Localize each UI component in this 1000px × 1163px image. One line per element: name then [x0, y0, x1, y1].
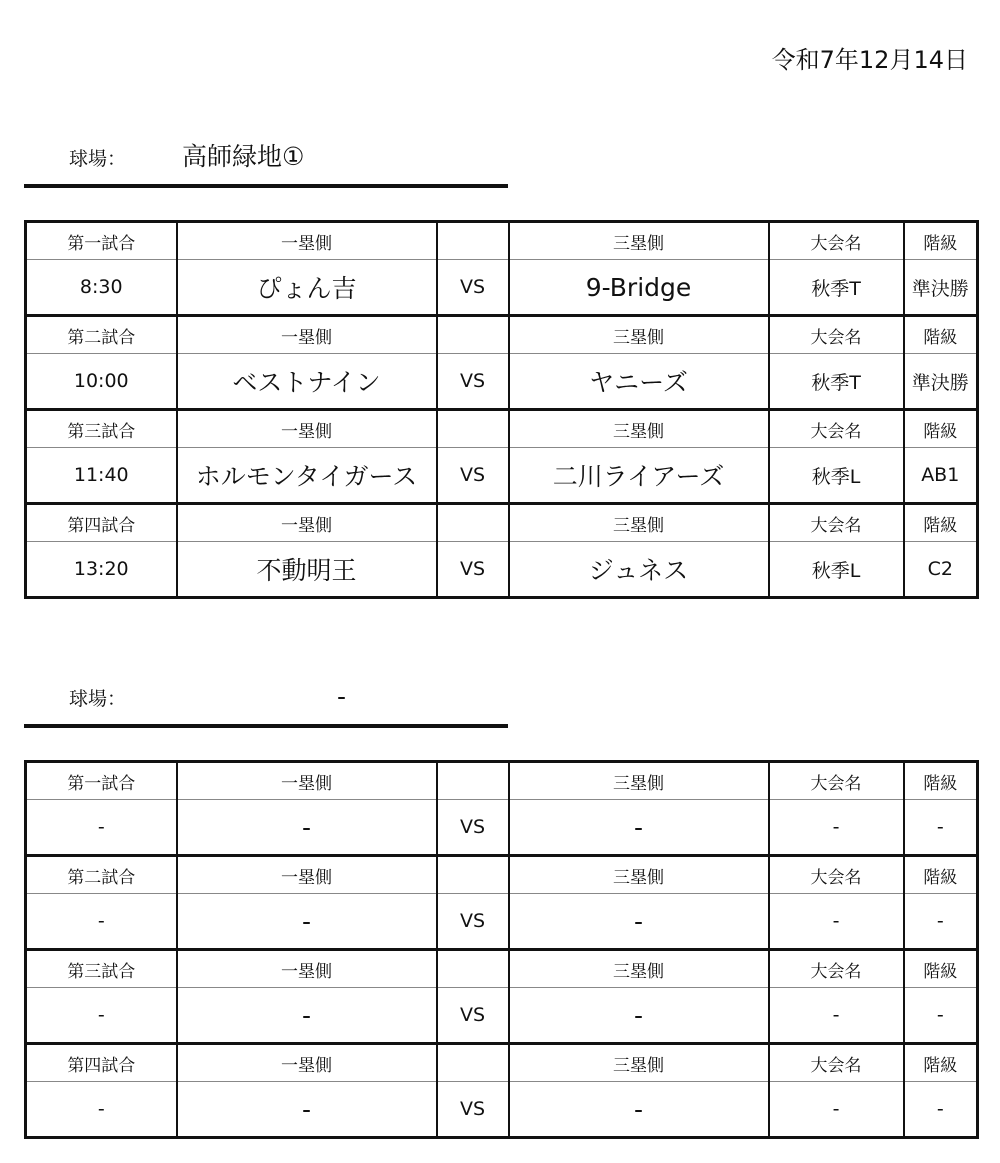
third-base-team: 二川ライアーズ [509, 448, 769, 504]
tournament-header: 大会名 [769, 504, 904, 542]
third-base-side-header: 三塁側 [509, 222, 769, 260]
first-base-side-header: 一塁側 [177, 762, 437, 800]
class-name: 準決勝 [904, 260, 978, 316]
first-base-team: - [177, 894, 437, 950]
game-header-row [26, 856, 978, 894]
vs-label: VS [437, 800, 509, 856]
vs-label: VS [437, 260, 509, 316]
venue-header [24, 136, 508, 188]
vs-header-cell [437, 950, 509, 988]
third-base-team: - [509, 988, 769, 1044]
venue-name: 高師緑地① [182, 142, 305, 171]
first-base-side-header: 一塁側 [177, 504, 437, 542]
third-base-side-header: 三塁側 [509, 504, 769, 542]
third-base-side-header: 三塁側 [509, 410, 769, 448]
game-number: 第四試合 [26, 504, 177, 542]
first-base-team: - [177, 988, 437, 1044]
first-base-team: 不動明王 [177, 542, 437, 598]
tournament-name: 秋季L [769, 542, 904, 598]
venue-label: 球場： [69, 148, 127, 170]
vs-label: VS [437, 1082, 509, 1138]
venue-name: - [337, 682, 347, 711]
game-value-row [26, 448, 978, 504]
first-base-side-header: 一塁側 [177, 222, 437, 260]
vs-header-cell [437, 762, 509, 800]
game-number: 第一試合 [26, 762, 177, 800]
third-base-side-header: 三塁側 [509, 762, 769, 800]
schedule-table [24, 760, 979, 1139]
vs-label: VS [437, 988, 509, 1044]
venue-block-2 [24, 676, 976, 1139]
class-name: - [904, 1082, 978, 1138]
vs-header-cell [437, 222, 509, 260]
first-base-team: ベストナイン [177, 354, 437, 410]
game-header-row [26, 950, 978, 988]
class-name: AB1 [904, 448, 978, 504]
tournament-header: 大会名 [769, 856, 904, 894]
tournament-header: 大会名 [769, 410, 904, 448]
vs-label: VS [437, 448, 509, 504]
class-name: - [904, 894, 978, 950]
third-base-team: 9-Bridge [509, 260, 769, 316]
third-base-side-header: 三塁側 [509, 950, 769, 988]
class-header: 階級 [904, 410, 978, 448]
first-base-side-header: 一塁側 [177, 856, 437, 894]
game-time: 10:00 [26, 354, 177, 410]
tournament-name: - [769, 894, 904, 950]
tournament-name: 秋季T [769, 354, 904, 410]
class-header: 階級 [904, 316, 978, 354]
vs-label: VS [437, 354, 509, 410]
game-header-row [26, 1044, 978, 1082]
game-time: - [26, 1082, 177, 1138]
vs-header-cell [437, 316, 509, 354]
tournament-name: - [769, 1082, 904, 1138]
class-header: 階級 [904, 762, 978, 800]
first-base-team: ぴょん吉 [177, 260, 437, 316]
third-base-team: ジュネス [509, 542, 769, 598]
tournament-name: 秋季L [769, 448, 904, 504]
third-base-team: - [509, 800, 769, 856]
tournament-header: 大会名 [769, 316, 904, 354]
tournament-header: 大会名 [769, 762, 904, 800]
tournament-header: 大会名 [769, 1044, 904, 1082]
game-value-row [26, 894, 978, 950]
game-time: 11:40 [26, 448, 177, 504]
first-base-side-header: 一塁側 [177, 410, 437, 448]
venue-header [24, 676, 508, 728]
schedule-table [24, 220, 979, 599]
game-time: 8:30 [26, 260, 177, 316]
vs-header-cell [437, 504, 509, 542]
vs-header-cell [437, 856, 509, 894]
tournament-header: 大会名 [769, 950, 904, 988]
third-base-side-header: 三塁側 [509, 1044, 769, 1082]
first-base-team: - [177, 1082, 437, 1138]
game-number: 第二試合 [26, 856, 177, 894]
class-header: 階級 [904, 504, 978, 542]
game-number: 第三試合 [26, 410, 177, 448]
first-base-team: - [177, 800, 437, 856]
game-time: - [26, 800, 177, 856]
class-header: 階級 [904, 222, 978, 260]
third-base-team: - [509, 894, 769, 950]
vs-header-cell [437, 410, 509, 448]
game-time: - [26, 988, 177, 1044]
game-value-row [26, 260, 978, 316]
game-number: 第二試合 [26, 316, 177, 354]
tournament-name: - [769, 988, 904, 1044]
tournament-header: 大会名 [769, 222, 904, 260]
class-header: 階級 [904, 1044, 978, 1082]
vs-label: VS [437, 894, 509, 950]
first-base-team: ホルモンタイガース [177, 448, 437, 504]
venue-label: 球場： [69, 688, 127, 710]
game-number: 第三試合 [26, 950, 177, 988]
first-base-side-header: 一塁側 [177, 950, 437, 988]
class-header: 階級 [904, 856, 978, 894]
vs-header-cell [437, 1044, 509, 1082]
third-base-side-header: 三塁側 [509, 856, 769, 894]
class-header: 階級 [904, 950, 978, 988]
game-header-row [26, 504, 978, 542]
game-value-row [26, 800, 978, 856]
schedule-date: 令和7年12月14日 [771, 46, 968, 74]
tournament-name: - [769, 800, 904, 856]
first-base-side-header: 一塁側 [177, 1044, 437, 1082]
venue-block-1 [24, 136, 976, 599]
class-name: - [904, 988, 978, 1044]
first-base-side-header: 一塁側 [177, 316, 437, 354]
game-number: 第四試合 [26, 1044, 177, 1082]
tournament-name: 秋季T [769, 260, 904, 316]
class-name: C2 [904, 542, 978, 598]
game-value-row [26, 542, 978, 598]
vs-label: VS [437, 542, 509, 598]
game-header-row [26, 762, 978, 800]
game-time: 13:20 [26, 542, 177, 598]
game-header-row [26, 410, 978, 448]
class-name: 準決勝 [904, 354, 978, 410]
game-number: 第一試合 [26, 222, 177, 260]
class-name: - [904, 800, 978, 856]
third-base-side-header: 三塁側 [509, 316, 769, 354]
game-value-row [26, 1082, 978, 1138]
game-value-row [26, 988, 978, 1044]
game-time: - [26, 894, 177, 950]
third-base-team: ヤニーズ [509, 354, 769, 410]
third-base-team: - [509, 1082, 769, 1138]
game-value-row [26, 354, 978, 410]
game-header-row [26, 316, 978, 354]
game-header-row [26, 222, 978, 260]
